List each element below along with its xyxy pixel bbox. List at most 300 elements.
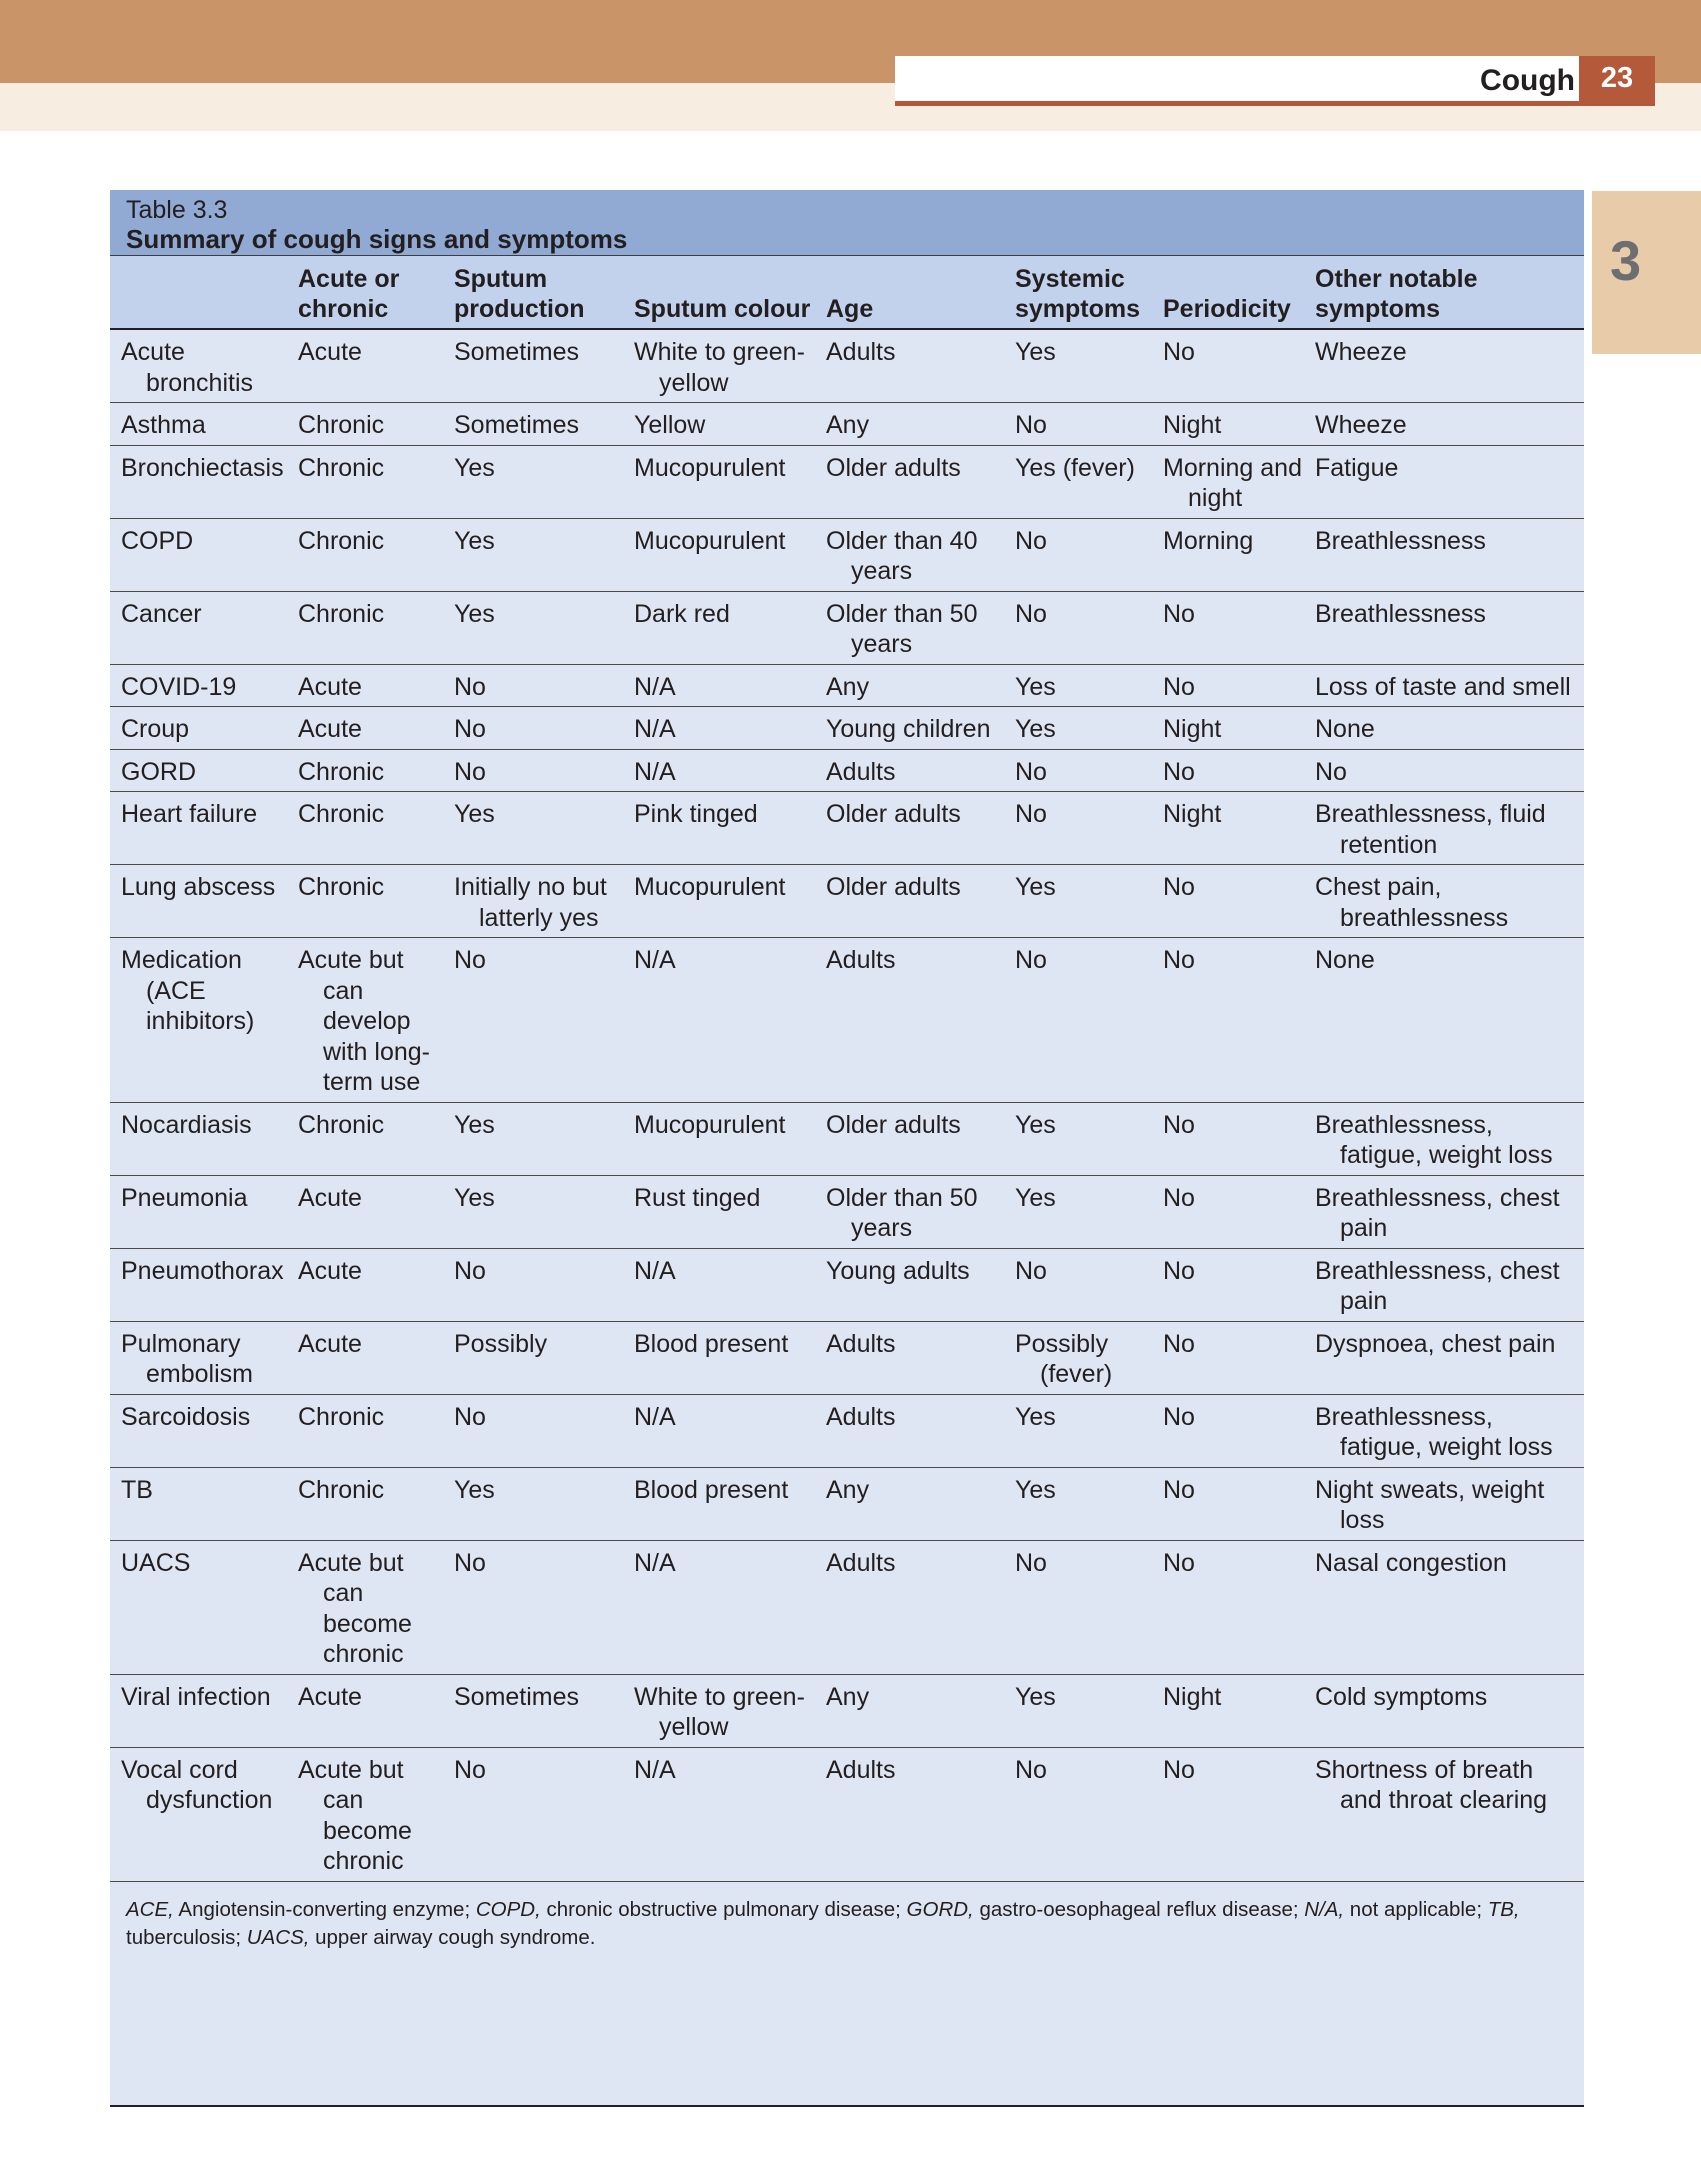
cell-text: Any bbox=[826, 1682, 870, 1711]
cell-text: Older than 50 years bbox=[826, 1183, 978, 1242]
condition-cell bbox=[110, 518, 298, 591]
table-cell bbox=[1315, 1248, 1584, 1321]
cell-text: Blood present bbox=[634, 1329, 789, 1358]
cell-text: Mucopurulent bbox=[634, 1110, 786, 1139]
table-cell bbox=[1163, 403, 1315, 446]
table-cell bbox=[1163, 445, 1315, 518]
header-row bbox=[110, 256, 1584, 329]
table-cell bbox=[1163, 1747, 1315, 1881]
cell-text: Breathlessness bbox=[1315, 599, 1486, 628]
column-header: Periodicity bbox=[1163, 256, 1315, 329]
cell-text: Medication (ACE inhibitors) bbox=[121, 946, 255, 1035]
footnote-abbreviation: TB, bbox=[1487, 1897, 1520, 1921]
cell-text: Yes bbox=[1015, 873, 1056, 901]
footnote-abbreviation: COPD, bbox=[475, 1897, 541, 1921]
condition-cell bbox=[110, 1175, 298, 1248]
table-cell bbox=[454, 1248, 634, 1321]
table-cell bbox=[1163, 664, 1315, 707]
table-cell bbox=[454, 707, 634, 750]
table-cell bbox=[826, 938, 1015, 1103]
cell-text: UACS bbox=[121, 1548, 191, 1577]
condition-cell bbox=[110, 1102, 298, 1175]
cell-text: Adults bbox=[826, 1755, 896, 1784]
table-cell bbox=[298, 445, 454, 518]
cell-text: GORD bbox=[121, 757, 196, 786]
cell-text: Breathlessness, fatigue, weight loss bbox=[1315, 1402, 1553, 1461]
footnote-abbreviation: GORD, bbox=[906, 1897, 974, 1921]
table-cell bbox=[634, 329, 826, 403]
table-cell bbox=[1315, 707, 1584, 750]
footnote-abbreviation: N/A, bbox=[1304, 1897, 1345, 1921]
table-cell bbox=[826, 403, 1015, 446]
cell-text: No bbox=[1015, 800, 1047, 828]
table-cell bbox=[634, 518, 826, 591]
cell-text: Cancer bbox=[121, 599, 202, 628]
table-cell bbox=[1015, 664, 1163, 707]
table-cell bbox=[1015, 938, 1163, 1103]
cell-text: Yes bbox=[1015, 672, 1056, 701]
table-cell bbox=[298, 749, 454, 792]
cell-text: No bbox=[1163, 946, 1195, 974]
cell-text: Yes bbox=[1015, 338, 1056, 366]
cell-text: None bbox=[1315, 715, 1375, 743]
cell-text: Sarcoidosis bbox=[121, 1402, 251, 1431]
table-cell bbox=[1163, 1394, 1315, 1467]
cell-text: No bbox=[1015, 411, 1047, 439]
table-cell bbox=[454, 403, 634, 446]
table-row bbox=[110, 749, 1584, 792]
summary-table bbox=[110, 190, 1584, 2107]
cell-text: No bbox=[1163, 1548, 1195, 1577]
cell-text: No bbox=[1163, 1183, 1195, 1212]
cell-text: TB bbox=[121, 1475, 153, 1504]
cell-text: Possibly (fever) bbox=[1015, 1329, 1113, 1388]
table-cell bbox=[1015, 329, 1163, 403]
cell-text: Breathlessness, fatigue, weight loss bbox=[1315, 1110, 1553, 1169]
table-footnote bbox=[110, 1882, 1584, 1952]
table-cell bbox=[826, 664, 1015, 707]
cell-text: Night sweats, weight loss bbox=[1315, 1475, 1545, 1534]
table-cell bbox=[454, 1747, 634, 1881]
cell-text: Adults bbox=[826, 1329, 896, 1358]
cell-text: Adults bbox=[826, 946, 896, 974]
table-cell bbox=[634, 1674, 826, 1747]
table-number: Table 3.3 bbox=[126, 196, 228, 224]
table-cell bbox=[634, 865, 826, 938]
cell-text: Adults bbox=[826, 1402, 896, 1431]
cell-text: Wheeze bbox=[1315, 338, 1407, 366]
table-cell bbox=[634, 1321, 826, 1394]
page-number: 23 bbox=[1579, 56, 1655, 101]
table-row bbox=[110, 518, 1584, 591]
cell-text: No bbox=[1163, 757, 1195, 786]
table-cell bbox=[1315, 664, 1584, 707]
table-cell bbox=[1015, 1747, 1163, 1881]
table-cell bbox=[454, 749, 634, 792]
cell-text: Yes bbox=[1015, 1402, 1056, 1431]
cell-text: N/A bbox=[634, 672, 676, 701]
table-cell bbox=[298, 1321, 454, 1394]
cell-text: Yes bbox=[454, 526, 495, 555]
cell-text: N/A bbox=[634, 946, 676, 974]
cell-text: No bbox=[1163, 1475, 1195, 1504]
table-cell bbox=[454, 664, 634, 707]
table-cell bbox=[634, 749, 826, 792]
table-cell bbox=[826, 329, 1015, 403]
cell-text: No bbox=[1015, 946, 1047, 974]
cell-text: No bbox=[1163, 1110, 1195, 1139]
table-cell bbox=[634, 591, 826, 664]
table-cell bbox=[634, 1467, 826, 1540]
table-cell bbox=[298, 792, 454, 865]
table-cell bbox=[634, 1102, 826, 1175]
condition-cell bbox=[110, 1467, 298, 1540]
cell-text: Blood present bbox=[634, 1475, 789, 1504]
table-cell bbox=[1163, 591, 1315, 664]
cell-text: Sometimes bbox=[454, 1682, 580, 1711]
table-cell bbox=[826, 1102, 1015, 1175]
table-row bbox=[110, 938, 1584, 1103]
table-row bbox=[110, 664, 1584, 707]
cell-text: Acute but can become chronic bbox=[298, 1755, 412, 1875]
table-cell bbox=[1015, 749, 1163, 792]
table-cell bbox=[634, 1540, 826, 1674]
cell-text: Breathlessness, chest pain bbox=[1315, 1256, 1560, 1315]
table-cell bbox=[454, 329, 634, 403]
table-row bbox=[110, 329, 1584, 403]
table-cell bbox=[826, 1248, 1015, 1321]
table-cell bbox=[826, 792, 1015, 865]
table-cell bbox=[1163, 329, 1315, 403]
cell-text: Pneumonia bbox=[121, 1183, 248, 1212]
table-cell bbox=[454, 1540, 634, 1674]
cell-text: Yes bbox=[454, 1475, 495, 1504]
cell-text: Chest pain, breathlessness bbox=[1315, 873, 1509, 932]
condition-cell bbox=[110, 1321, 298, 1394]
table-cell bbox=[298, 518, 454, 591]
cell-text: No bbox=[1163, 873, 1195, 901]
table-row bbox=[110, 1102, 1584, 1175]
table-cell bbox=[454, 1175, 634, 1248]
table-row bbox=[110, 1394, 1584, 1467]
cell-text: Any bbox=[826, 672, 870, 701]
cell-text: No bbox=[1015, 526, 1047, 555]
table-header bbox=[110, 256, 1584, 329]
table-cell bbox=[454, 1467, 634, 1540]
footnote-abbreviation: ACE, bbox=[126, 1897, 174, 1921]
table-cell bbox=[454, 445, 634, 518]
table-cell bbox=[454, 792, 634, 865]
cell-text: Yes bbox=[1015, 1110, 1056, 1139]
table-cell bbox=[298, 707, 454, 750]
condition-cell bbox=[110, 445, 298, 518]
cell-text: No bbox=[1015, 757, 1047, 786]
cell-text: Cold symptoms bbox=[1315, 1682, 1488, 1711]
table-cell bbox=[298, 1467, 454, 1540]
cell-text: Morning bbox=[1163, 526, 1254, 555]
table-cell bbox=[1015, 1540, 1163, 1674]
table-cell bbox=[1163, 1467, 1315, 1540]
cell-text: Sometimes bbox=[454, 338, 580, 366]
table-cell bbox=[1163, 1175, 1315, 1248]
table-cell bbox=[1315, 792, 1584, 865]
table-row bbox=[110, 1467, 1584, 1540]
condition-cell bbox=[110, 938, 298, 1103]
table-cell bbox=[1315, 1467, 1584, 1540]
cell-text: Chronic bbox=[298, 1475, 385, 1504]
table-cell bbox=[1315, 749, 1584, 792]
cell-text: Sometimes bbox=[454, 411, 580, 439]
cell-text: Older than 50 years bbox=[826, 599, 978, 658]
table-cell bbox=[1315, 329, 1584, 403]
table-cell bbox=[1015, 1248, 1163, 1321]
cell-text: COPD bbox=[121, 526, 194, 555]
cell-text: No bbox=[454, 1548, 486, 1577]
cell-text: Mucopurulent bbox=[634, 873, 786, 901]
table-cell bbox=[298, 1540, 454, 1674]
cell-text: No bbox=[454, 1755, 486, 1784]
table-cell bbox=[634, 938, 826, 1103]
cell-text: No bbox=[1315, 757, 1347, 786]
table-cell bbox=[1315, 1747, 1584, 1881]
table-cell bbox=[1163, 518, 1315, 591]
table-cell bbox=[826, 749, 1015, 792]
table-cell bbox=[1015, 1467, 1163, 1540]
condition-cell bbox=[110, 403, 298, 446]
cell-text: Chronic bbox=[298, 411, 385, 439]
cell-text: Chronic bbox=[298, 599, 385, 628]
condition-cell bbox=[110, 664, 298, 707]
cell-text: Acute but can develop with long-term use bbox=[298, 946, 430, 1096]
condition-cell bbox=[110, 749, 298, 792]
cell-text: Acute bbox=[298, 1256, 362, 1285]
data-table bbox=[110, 256, 1584, 1882]
cell-text: Acute bbox=[298, 338, 362, 366]
cell-text: Shortness of breath and throat clearing bbox=[1315, 1755, 1548, 1814]
table-cell bbox=[1315, 518, 1584, 591]
cell-text: Pink tinged bbox=[634, 800, 758, 828]
cell-text: Night bbox=[1163, 800, 1222, 828]
table-cell bbox=[826, 591, 1015, 664]
table-cell bbox=[298, 1394, 454, 1467]
cell-text: Acute bronchitis bbox=[121, 338, 253, 397]
table-cell bbox=[454, 938, 634, 1103]
condition-cell bbox=[110, 1394, 298, 1467]
column-header: Sputum colour bbox=[634, 256, 826, 329]
table-cell bbox=[1015, 865, 1163, 938]
table-cell bbox=[634, 1175, 826, 1248]
cell-text: No bbox=[1163, 1755, 1195, 1784]
cell-text: Adults bbox=[826, 1548, 896, 1577]
cell-text: N/A bbox=[634, 757, 676, 786]
table-cell bbox=[634, 707, 826, 750]
table-cell bbox=[1015, 792, 1163, 865]
cell-text: N/A bbox=[634, 1548, 676, 1577]
footnote-definition: chronic obstructive pulmonary disease; bbox=[540, 1897, 907, 1921]
table-cell bbox=[1315, 1102, 1584, 1175]
cell-text: No bbox=[1163, 338, 1195, 366]
cell-text: Older than 40 years bbox=[826, 526, 978, 585]
cell-text: No bbox=[454, 672, 486, 701]
condition-cell bbox=[110, 707, 298, 750]
footnote-definition: upper airway cough syndrome. bbox=[309, 1925, 596, 1949]
cell-text: Yes bbox=[1015, 1475, 1056, 1504]
table-cell bbox=[1015, 1394, 1163, 1467]
cell-text: No bbox=[454, 715, 486, 743]
table-cell bbox=[1315, 445, 1584, 518]
table-cell bbox=[1315, 1394, 1584, 1467]
cell-text: Older adults bbox=[826, 873, 961, 901]
table-cell bbox=[826, 865, 1015, 938]
cell-text: Chronic bbox=[298, 800, 385, 828]
table-cell bbox=[298, 591, 454, 664]
table-cell bbox=[298, 865, 454, 938]
cell-text: Vocal cord dysfunction bbox=[121, 1755, 273, 1814]
table-cell bbox=[454, 1394, 634, 1467]
table-cell bbox=[1315, 591, 1584, 664]
table-cell bbox=[1015, 518, 1163, 591]
table-cell bbox=[1163, 749, 1315, 792]
table-cell bbox=[298, 664, 454, 707]
table-cell bbox=[298, 1102, 454, 1175]
table-cell bbox=[634, 445, 826, 518]
cell-text: Chronic bbox=[298, 1402, 385, 1431]
table-cell bbox=[826, 1674, 1015, 1747]
table-row bbox=[110, 707, 1584, 750]
table-cell bbox=[1015, 445, 1163, 518]
column-header: Acute or chronic bbox=[298, 256, 454, 329]
cell-text: None bbox=[1315, 946, 1375, 974]
cell-text: Bronchiectasis bbox=[121, 453, 284, 482]
table-cell bbox=[1015, 1175, 1163, 1248]
footnote-definition: Angiotensin-converting enzyme; bbox=[173, 1897, 476, 1921]
cell-text: Acute bbox=[298, 1682, 362, 1711]
column-header: Other notable symptoms bbox=[1315, 256, 1584, 329]
chapter-tab bbox=[1592, 191, 1701, 354]
table-cell bbox=[298, 1747, 454, 1881]
table-cell bbox=[634, 1394, 826, 1467]
cell-text: Yes bbox=[454, 1183, 495, 1212]
cell-text: Breathlessness bbox=[1315, 526, 1486, 555]
cell-text: Croup bbox=[121, 715, 190, 743]
cell-text: Pulmonary embolism bbox=[121, 1329, 253, 1388]
table-cell bbox=[1015, 707, 1163, 750]
table-row bbox=[110, 865, 1584, 938]
cell-text: Loss of taste and smell bbox=[1315, 672, 1571, 701]
table-cell bbox=[634, 1248, 826, 1321]
footnote-abbreviation: UACS, bbox=[246, 1925, 310, 1949]
table-cell bbox=[1015, 591, 1163, 664]
table-cell bbox=[634, 792, 826, 865]
cell-text: Night bbox=[1163, 715, 1222, 743]
table-cell bbox=[1015, 403, 1163, 446]
table-cell bbox=[826, 1747, 1015, 1881]
table-cell bbox=[1315, 938, 1584, 1103]
condition-cell bbox=[110, 591, 298, 664]
cell-text: No bbox=[1163, 1329, 1195, 1358]
table-row bbox=[110, 591, 1584, 664]
table-row bbox=[110, 403, 1584, 446]
condition-cell bbox=[110, 1248, 298, 1321]
cell-text: No bbox=[1163, 1402, 1195, 1431]
cell-text: Acute bbox=[298, 1329, 362, 1358]
cell-text: Young children bbox=[826, 715, 991, 743]
cell-text: Viral infection bbox=[121, 1682, 271, 1711]
cell-text: Any bbox=[826, 1475, 870, 1504]
table-cell bbox=[826, 1394, 1015, 1467]
chapter-tab-number: 3 bbox=[1610, 229, 1642, 292]
column-header bbox=[110, 256, 298, 329]
condition-cell bbox=[110, 865, 298, 938]
cell-text: No bbox=[454, 1256, 486, 1285]
table-cell bbox=[634, 664, 826, 707]
cell-text: Mucopurulent bbox=[634, 526, 786, 555]
cell-text: Yes bbox=[454, 1110, 495, 1139]
cell-text: Pneumothorax bbox=[121, 1256, 284, 1285]
table-cell bbox=[826, 1321, 1015, 1394]
column-header: Sputum production bbox=[454, 256, 634, 329]
cell-text: Chronic bbox=[298, 453, 385, 482]
condition-cell bbox=[110, 792, 298, 865]
table-cell bbox=[1315, 1674, 1584, 1747]
table-cell bbox=[1315, 1175, 1584, 1248]
cell-text: Breathlessness, fluid retention bbox=[1315, 800, 1546, 859]
cell-text: Rust tinged bbox=[634, 1183, 761, 1212]
table-cell bbox=[1163, 1540, 1315, 1674]
table-cell bbox=[454, 591, 634, 664]
cell-text: No bbox=[1015, 599, 1047, 628]
cell-text: Chronic bbox=[298, 526, 385, 555]
cell-text: Adults bbox=[826, 338, 896, 366]
cell-text: N/A bbox=[634, 715, 676, 743]
table-cell bbox=[1163, 1248, 1315, 1321]
cell-text: Asthma bbox=[121, 411, 206, 439]
table-cell bbox=[454, 1102, 634, 1175]
cell-text: N/A bbox=[634, 1402, 676, 1431]
cell-text: Fatigue bbox=[1315, 453, 1399, 482]
cell-text: Yes (fever) bbox=[1015, 453, 1135, 482]
cell-text: Older adults bbox=[826, 453, 961, 482]
table-cell bbox=[454, 865, 634, 938]
table-cell bbox=[1315, 865, 1584, 938]
cell-text: Chronic bbox=[298, 1110, 385, 1139]
table-cell bbox=[826, 707, 1015, 750]
cell-text: Adults bbox=[826, 757, 896, 786]
cell-text: Possibly bbox=[454, 1329, 548, 1358]
table-cell bbox=[826, 445, 1015, 518]
table-row bbox=[110, 445, 1584, 518]
cell-text: White to green-yellow bbox=[634, 338, 805, 397]
table-cell bbox=[826, 518, 1015, 591]
cell-text: Lung abscess bbox=[121, 873, 276, 901]
cell-text: Dark red bbox=[634, 599, 730, 628]
table-cell bbox=[454, 1321, 634, 1394]
condition-cell bbox=[110, 329, 298, 403]
table-row bbox=[110, 1747, 1584, 1881]
cell-text: No bbox=[454, 1402, 486, 1431]
table-row bbox=[110, 792, 1584, 865]
cell-text: No bbox=[1015, 1548, 1047, 1577]
cell-text: Yes bbox=[454, 453, 495, 482]
footnote-definition: not applicable; bbox=[1344, 1897, 1488, 1921]
cell-text: White to green-yellow bbox=[634, 1682, 805, 1741]
table-row bbox=[110, 1540, 1584, 1674]
cell-text: Initially no but latterly yes bbox=[454, 873, 607, 932]
cell-text: Yes bbox=[1015, 715, 1056, 743]
cell-text: Young adults bbox=[826, 1256, 970, 1285]
table-cell bbox=[634, 1747, 826, 1881]
condition-cell bbox=[110, 1674, 298, 1747]
